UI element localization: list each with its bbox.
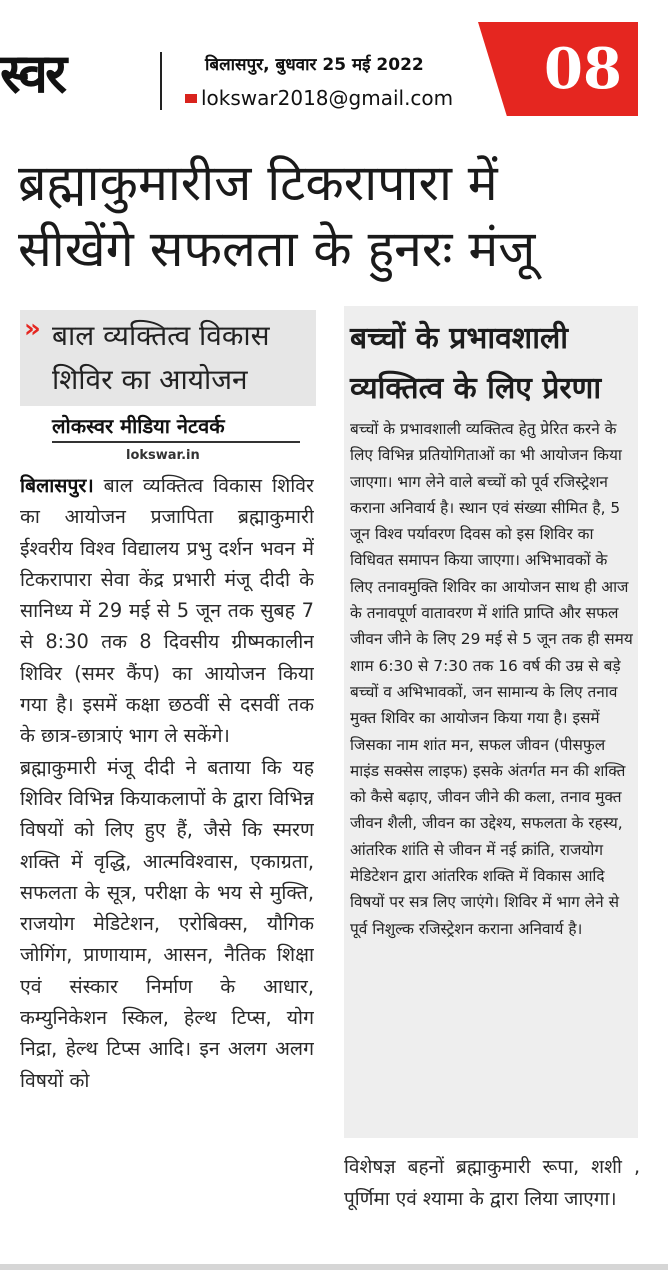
sidebar-title-line-2: व्यक्तित्व के लिए प्रेरणा	[350, 371, 602, 406]
masthead	[0, 0, 668, 128]
sidebar-title	[350, 314, 636, 414]
subheadline-box	[20, 310, 316, 406]
masthead-divider	[160, 52, 162, 110]
paragraph-1-text: बाल व्यक्तित्व विकास शिविर का आयोजन प्रजापिता ब्रह्माकुमारी ईश्वरीय विश्व विद्यालय प्रभु दर्शन भवन में टिकरापारा सेवा केंद्र प्रभारी मंजू दीदी के सानिध्य में 29 मई से 5 जून तक सुबह 7 से 8:30 तक 8 दिवसीय ग्रीष्मकालीन शिविर (समर कैंप) का आयोजन किया गया है। इसमें कक्षा छठवीं से दसवीं तक के छात्र-छात्राएं भाग ले सकेंगे।	[20, 474, 314, 748]
headline-line-2: सीखेंगे सफलता के हुनरः मंजू	[18, 220, 536, 278]
edition-dateline: बिलासपुर, बुधवार 25 मई 2022	[205, 55, 424, 75]
email-text: lokswar2018@gmail.com	[201, 86, 454, 110]
subheadline-line-2: शिविर का आयोजन	[52, 363, 248, 396]
article-dateline: बिलासपुर।	[20, 474, 94, 497]
double-chevron-icon: »	[24, 314, 41, 344]
page-bottom-rule	[0, 1264, 668, 1270]
article-body	[20, 470, 314, 1260]
byline-website: lokswar.in	[126, 448, 200, 463]
article-paragraph-1	[20, 470, 314, 752]
newspaper-logo: स्वर	[0, 42, 65, 105]
sidebar-body: बच्चों के प्रभावशाली व्यक्तित्व हेतु प्रेरित करने के लिए विभिन्न प्रतियोगिताओं का भी आयोजन किया जाएगा। भाग लेने वाले बच्चों को पूर्व रजिस्ट्रेशन कराना अनिवार्य है। स्थान एवं संख्या सीमित है, 5 जून विश्व पर्यावरण दिवस को इस शिविर का विधिवत समापन किया जाएगा। अभिभावकों के लिए तनावमुक्ति शिविर का आयोजन साथ ही आज के तनावपूर्ण वातावरण में शांति प्राप्ति और सफल जीवन जीने के लिए 29 मई से 5 जून तक ही समय शाम 6:30 से 7:30 तक 16 वर्ष की उम्र से बड़े बच्चों व अभिभावकों, जन सामान्य के लिए तनाव मुक्त शिविर का आयोजन किया गया है। इसमें जिसका नाम शांत मन, सफल जीवन (पीसफुल माइंड सक्सेस लाइफ) इसके अंतर्गत मन की शक्ति को कैसे बढ़ाए, जीवन जीने की कला, तनाव मुक्त जीवन शैली, जीवन का उद्देश्य, सफलता के रहस्य, आंतरिक शांति से जीवन में नई क्रांति, राजयोग मेडिटेशन द्वारा आंतरिक शक्ति में विकास आदि विषयों पर सत्र लिए जाएंगे। शिविर में भाग लेने से पूर्व निशुल्क रजिस्ट्रेशन कराना अनिवार्य है।	[350, 420, 633, 938]
subheadline-line-1: बाल व्यक्तित्व विकास	[52, 319, 270, 352]
headline-line-1: ब्रह्माकुमारीज टिकरापारा में	[18, 154, 498, 212]
article-headline	[18, 150, 658, 282]
contact-email	[185, 86, 453, 110]
sidebar-box	[344, 306, 638, 1138]
article-paragraph-2: ब्रह्माकुमारी मंजू दीदी ने बताया कि यह शिविर विभिन्न कियाकलापों के द्वारा विभिन्न विषयों को लिए हुए हैं, जैसे कि स्मरण शक्ति में वृद्धि, आत्मविश्वास, एकाग्रता, सफलता के सूत्र, परीक्षा के भय से मुक्ति, राजयोग मेडिटेशन, एरोबिक्स, यौगिक जोगिंग, प्राणायाम, आसन, नैतिक शिक्षा एवं संस्कार निर्माण के आधार, कम्युनिकेशन स्किल, हेल्थ टिप्स, योग निद्रा, हेल्थ टिप्स आदि। इन अलग अलग विषयों को	[20, 755, 314, 1092]
closing-paragraph: विशेषज्ञ बहनों ब्रह्माकुमारी रूपा, शशी , पूर्णिमा एवं श्यामा के द्वारा लिया जाएगा।	[344, 1156, 640, 1210]
sidebar-title-line-1: बच्चों के प्रभावशाली	[350, 321, 569, 356]
byline-agency: लोकस्वर मीडिया नेटवर्क	[52, 412, 300, 443]
mail-icon	[185, 94, 197, 103]
page-number: 08	[544, 36, 622, 102]
